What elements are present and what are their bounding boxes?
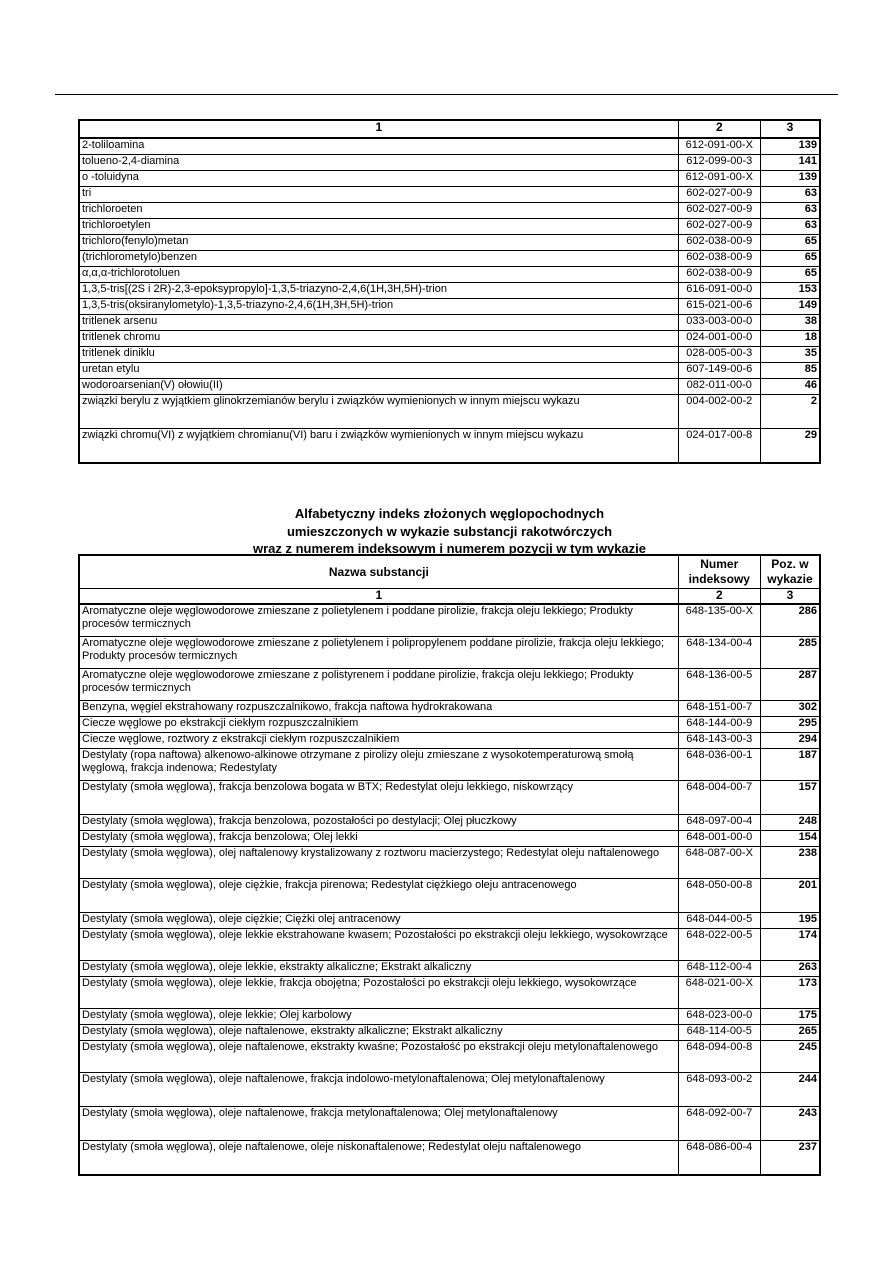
index-number: 648-093-00-2 (678, 1073, 760, 1107)
index-number: 602-027-00-9 (678, 187, 760, 203)
index-number: 616-091-00-0 (678, 283, 760, 299)
position-number: 153 (760, 283, 820, 299)
position-number: 237 (760, 1141, 820, 1176)
index-number: 082-011-00-0 (678, 379, 760, 395)
substance-name: Ciecze węglowe, roztwory z ekstrakcji ciekłym rozpuszczalnikiem (79, 733, 678, 749)
table-row (79, 781, 820, 815)
position-number: 201 (760, 879, 820, 913)
substance-name: Destylaty (smoła węglowa), oleje lekkie; Olej karbolowy (79, 1009, 678, 1025)
column-header-name: Nazwa substancji (79, 555, 678, 589)
substance-name: o -toluidyna (79, 171, 678, 187)
index-number: 648-022-00-5 (678, 929, 760, 961)
table-row (79, 831, 820, 847)
table-row (79, 815, 820, 831)
index-number: 028-005-00-3 (678, 347, 760, 363)
position-number: 174 (760, 929, 820, 961)
substance-name: Benzyna, węgiel ekstrahowany rozpuszczalnikowo, frakcja naftowa hydrokrakowana (79, 701, 678, 717)
table-row (79, 749, 820, 781)
table-row (79, 347, 820, 363)
index-number: 648-143-00-3 (678, 733, 760, 749)
position-number: 286 (760, 604, 820, 637)
table-row (79, 138, 820, 155)
table-row (79, 219, 820, 235)
header-rule (55, 94, 838, 95)
table-row (79, 669, 820, 701)
table-row (79, 733, 820, 749)
substance-name: trichloro(fenylo)metan (79, 235, 678, 251)
position-number: 245 (760, 1041, 820, 1073)
table-row (79, 637, 820, 669)
substance-name: uretan etylu (79, 363, 678, 379)
column-number-1: 1 (79, 589, 678, 605)
position-number: 149 (760, 299, 820, 315)
table-row (79, 1107, 820, 1141)
index-number: 602-027-00-9 (678, 203, 760, 219)
substance-name: Destylaty (smoła węglowa), oleje lekkie, ekstrakty alkaliczne; Ekstrakt alkaliczny (79, 961, 678, 977)
substance-name: Destylaty (smoła węglowa), oleje naftalenowe, ekstrakty kwaśne; Pozostałość po ekstrakcji oleju metylonaftalenowego (79, 1041, 678, 1073)
index-number: 648-021-00-X (678, 977, 760, 1009)
substance-name: Destylaty (ropa naftowa) alkenowo-alkinowe otrzymane z pirolizy oleju zmieszane z wysokotemperaturową smołą węglową, frakcja indenowa; Redestylaty (79, 749, 678, 781)
substance-name: Destylaty (smoła węglowa), frakcja benzolowa bogata w BTX; Redestylat oleju lekkiego, niskowrzący (79, 781, 678, 815)
position-number: 65 (760, 251, 820, 267)
table-row (79, 1141, 820, 1176)
substance-name: 1,3,5-tris(oksiranylometylo)-1,3,5-triazyno-2,4,6(1H,3H,5H)-trion (79, 299, 678, 315)
table-row (79, 961, 820, 977)
index-number: 648-151-00-7 (678, 701, 760, 717)
index-number: 648-036-00-1 (678, 749, 760, 781)
substance-name: tolueno-2,4-diamina (79, 155, 678, 171)
substance-name: trichloroetylen (79, 219, 678, 235)
index-number: 648-001-00-0 (678, 831, 760, 847)
position-number: 2 (760, 395, 820, 429)
substance-name: tri (79, 187, 678, 203)
substance-name: trichloroeten (79, 203, 678, 219)
table-row (79, 879, 820, 913)
index-number: 648-023-00-0 (678, 1009, 760, 1025)
index-number: 004-002-00-2 (678, 395, 760, 429)
section-title-line-1: Alfabetyczny indeks złożonych węglopochodnych (294, 506, 605, 521)
column-number-3: 3 (760, 120, 820, 138)
column-header-index: Numer indeksowy (678, 555, 760, 589)
table-row (79, 331, 820, 347)
position-number: 187 (760, 749, 820, 781)
position-number: 175 (760, 1009, 820, 1025)
substance-name: Destylaty (smoła węglowa), oleje naftalenowe, oleje niskonaftalenowe; Redestylat oleju naftalenowego (79, 1141, 678, 1176)
index-number: 648-092-00-7 (678, 1107, 760, 1141)
position-number: 157 (760, 781, 820, 815)
substance-name: Aromatyczne oleje węglowodorowe zmieszane z polistyrenem i poddane pirolizie, frakcja oleju lekkiego; Produkty procesów termicznych (79, 669, 678, 701)
position-number: 139 (760, 138, 820, 155)
position-number: 38 (760, 315, 820, 331)
substance-name: wodoroarsenian(V) ołowiu(II) (79, 379, 678, 395)
position-number: 248 (760, 815, 820, 831)
position-number: 65 (760, 267, 820, 283)
substance-name: Aromatyczne oleje węglowodorowe zmieszane z polietylenem i polipropylenem poddane pirolizie, frakcja oleju lekkiego; Produkty procesów termicznych (79, 637, 678, 669)
table-row (79, 187, 820, 203)
position-number: 238 (760, 847, 820, 879)
substance-name: Destylaty (smoła węglowa), frakcja benzolowa, pozostałości po destylacji; Olej płuczkowy (79, 815, 678, 831)
table-row (79, 267, 820, 283)
index-number: 648-136-00-5 (678, 669, 760, 701)
substance-name: 2-toliloamina (79, 138, 678, 155)
table-row (79, 171, 820, 187)
substance-name: Aromatyczne oleje węglowodorowe zmieszane z polietylenem i poddane pirolizie, frakcja oleju lekkiego; Produkty procesów termicznych (79, 604, 678, 637)
table-row (79, 429, 820, 464)
position-number: 265 (760, 1025, 820, 1041)
substance-name: Destylaty (smoła węglowa), oleje ciężkie, frakcja pirenowa; Redestylat ciężkiego oleju antracenowego (79, 879, 678, 913)
index-number: 602-027-00-9 (678, 219, 760, 235)
coal-derivatives-index-table (78, 554, 821, 1176)
index-number: 648-114-00-5 (678, 1025, 760, 1041)
position-number: 287 (760, 669, 820, 701)
position-number: 63 (760, 219, 820, 235)
substance-name: tritlenek arsenu (79, 315, 678, 331)
table-row (79, 1025, 820, 1041)
index-number: 602-038-00-9 (678, 235, 760, 251)
substance-name: Destylaty (smoła węglowa), oleje naftalenowe, ekstrakty alkaliczne; Ekstrakt alkaliczny (79, 1025, 678, 1041)
table-row (79, 363, 820, 379)
position-number: 243 (760, 1107, 820, 1141)
position-number: 173 (760, 977, 820, 1009)
substance-name: Destylaty (smoła węglowa), oleje naftalenowe, frakcja indolowo-metylonaftalenowa; Olej metylonaftalenowy (79, 1073, 678, 1107)
index-number: 648-044-00-5 (678, 913, 760, 929)
index-number: 648-004-00-7 (678, 781, 760, 815)
substance-name: Destylaty (smoła węglowa), oleje naftalenowe, frakcja metylonaftalenowa; Olej metylonaftalenowy (79, 1107, 678, 1141)
position-number: 295 (760, 717, 820, 733)
substance-name: (trichlorometylo)benzen (79, 251, 678, 267)
position-number: 35 (760, 347, 820, 363)
index-number: 648-086-00-4 (678, 1141, 760, 1176)
table-row (79, 251, 820, 267)
substance-table-continued (78, 119, 821, 464)
substance-name: Destylaty (smoła węglowa), oleje lekkie ekstrahowane kwasem; Pozostałości po ekstrakcji oleju lekkiego, wysokowrzące (79, 929, 678, 961)
column-number-2: 2 (678, 589, 760, 605)
substance-name: związki berylu z wyjątkiem glinokrzemianów berylu i związków wymienionych w innym miejscu wykazu (79, 395, 678, 429)
table-row (79, 379, 820, 395)
index-number: 024-017-00-8 (678, 429, 760, 464)
substance-name: tritlenek chromu (79, 331, 678, 347)
column-number-2: 2 (678, 120, 760, 138)
table-row (79, 235, 820, 251)
position-number: 285 (760, 637, 820, 669)
index-number: 612-091-00-X (678, 138, 760, 155)
index-number: 648-050-00-8 (678, 879, 760, 913)
index-number: 648-144-00-9 (678, 717, 760, 733)
index-number: 033-003-00-0 (678, 315, 760, 331)
table-row (79, 1073, 820, 1107)
column-header-position: Poz. w wykazie (760, 555, 820, 589)
index-number: 648-087-00-X (678, 847, 760, 879)
position-number: 65 (760, 235, 820, 251)
index-number: 607-149-00-6 (678, 363, 760, 379)
position-number: 244 (760, 1073, 820, 1107)
index-number: 612-099-00-3 (678, 155, 760, 171)
position-number: 46 (760, 379, 820, 395)
table-row (79, 1009, 820, 1025)
table-row (79, 395, 820, 429)
substance-name: Destylaty (smoła węglowa), olej naftalenowy krystalizowany z roztworu macierzystego; Redestylat oleju naftalenowego (79, 847, 678, 879)
index-number: 648-134-00-4 (678, 637, 760, 669)
table-row (79, 701, 820, 717)
substance-name: Destylaty (smoła węglowa), oleje lekkie, frakcja obojętna; Pozostałości po ekstrakcji oleju lekkiego, wysokowrzące (79, 977, 678, 1009)
position-number: 141 (760, 155, 820, 171)
position-number: 154 (760, 831, 820, 847)
substance-name: α,α,α-trichlorotoluen (79, 267, 678, 283)
index-number: 648-097-00-4 (678, 815, 760, 831)
position-number: 29 (760, 429, 820, 464)
column-number-3: 3 (760, 589, 820, 605)
position-number: 139 (760, 171, 820, 187)
table-row (79, 717, 820, 733)
table-row (79, 299, 820, 315)
index-number: 602-038-00-9 (678, 267, 760, 283)
index-number: 024-001-00-0 (678, 331, 760, 347)
column-number-1: 1 (79, 120, 678, 138)
position-number: 302 (760, 701, 820, 717)
substance-name: 1,3,5-tris[(2S i 2R)-2,3-epoksypropylo]-1,3,5-triazyno-2,4,6(1H,3H,5H)-trion (79, 283, 678, 299)
position-number: 263 (760, 961, 820, 977)
section-title (78, 505, 821, 558)
index-number: 648-094-00-8 (678, 1041, 760, 1073)
index-number: 602-038-00-9 (678, 251, 760, 267)
substance-name: Ciecze węglowe po ekstrakcji ciekłym rozpuszczalnikiem (79, 717, 678, 733)
table-row (79, 913, 820, 929)
position-number: 294 (760, 733, 820, 749)
index-number: 648-112-00-4 (678, 961, 760, 977)
position-number: 18 (760, 331, 820, 347)
section-title-line-3: wraz z numerem indeksowym i numerem pozycji w tym wykazie (252, 541, 647, 556)
substance-name: związki chromu(VI) z wyjątkiem chromianu(VI) baru i związków wymienionych w innym miejscu wykazu (79, 429, 678, 464)
table-row (79, 283, 820, 299)
substance-name: Destylaty (smoła węglowa), oleje ciężkie; Ciężki olej antracenowy (79, 913, 678, 929)
table-row (79, 977, 820, 1009)
position-number: 63 (760, 187, 820, 203)
position-number: 85 (760, 363, 820, 379)
section-title-line-2: umieszczonych w wykazie substancji rakotwórczych (286, 523, 613, 539)
index-number: 615-021-00-6 (678, 299, 760, 315)
table-row (79, 929, 820, 961)
substance-name: Destylaty (smoła węglowa), frakcja benzolowa; Olej lekki (79, 831, 678, 847)
position-number: 195 (760, 913, 820, 929)
table-row (79, 1041, 820, 1073)
index-number: 612-091-00-X (678, 171, 760, 187)
table-row (79, 604, 820, 637)
table-row (79, 847, 820, 879)
index-number: 648-135-00-X (678, 604, 760, 637)
table-row (79, 315, 820, 331)
table-row (79, 155, 820, 171)
substance-name: tritlenek diniklu (79, 347, 678, 363)
position-number: 63 (760, 203, 820, 219)
table-row (79, 203, 820, 219)
